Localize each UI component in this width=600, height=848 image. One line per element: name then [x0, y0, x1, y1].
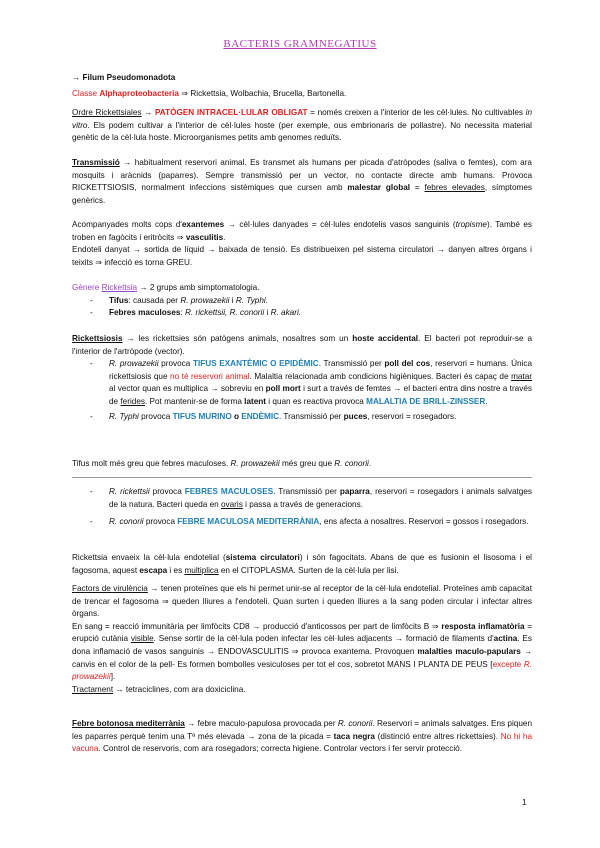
- list-item: - Tifus: causada per R. prowazekii i R. Typhi.: [72, 295, 532, 308]
- genus-line: Gènere Rickettsia → 2 grups amb simptomatologia.: [72, 283, 260, 292]
- invasion-paragraph: Rickettsia envaeix la cèl·lula endotelial (sistema circulatori) i són fagocitats. Abans de que es fusionin el lisosoma i el fagosoma, aquest escapa i es multiplica en el CITOPLASMA. Surten de la cèl·lula per lisi.: [72, 553, 532, 575]
- genus-section: [72, 282, 532, 320]
- list-item: - R. rickettsii provoca FEBRES MACULOSES. Transmissió per paparra, reservori = rosegadors i animals salvatges de la natura. Bacteri queda en ovaris i passa a través de generacions.: [72, 486, 532, 511]
- order-paragraph: Ordre Rickettsiales → PATÒGEN INTRACEL·LULAR OBLIGAT = només creixen a l'interior de les cèl·lules. No cultivables in vitro. Els podem cultivar a l'interior de cèl·lules hoste (per exemple, ous embrionaris de pollastre). No necessita material genètic de la cèl·lula hoste. Microorganismes petits amb genomes reduïts.: [72, 108, 532, 143]
- phylum-line: → Filum Pseudomonadota: [72, 73, 176, 82]
- list-item: - R. prowazekii provoca TIFUS EXANTÈMIC O EPIDÈMIC. Transmissió per poll del cos, reservori = humans. Única rickettsiosis que no té reservori animal. Malaltia relacionada amb condicions higièniques. Bacteri és capaç de matar al vector quan es multiplica → sobreviu en poll mort i surt a través de femtes → el bacteri entra dins nostre a través de ferides. Pot mantenir-se de forma latent i quan es reactiva provoca MALALTIA DE BRILL-ZINSSER.: [72, 358, 532, 408]
- list-item: - R. Typhi provoca TIFUS MURINO o ENDÈMIC. Transmissió per puces, reservori = rosegadors.: [72, 411, 532, 424]
- list-item: - Febres maculoses: R. rickettsii, R. conorii i R. akari.: [72, 307, 532, 320]
- transmission-paragraph: Transmissió → habitualment reservori animal. Es transmet als humans per picada d'atròpodes (saliva o femtes), com ara mosquits i aràcnids (paparres). Sempre transmissió per un vector, no contacte directe amb humans. Provoca RICKETTSIOSIS, normalment infeccions sistèmiques que cursen amb malestar global = febres elevades, símptomes genèrics.: [72, 158, 532, 205]
- typhus-list: [72, 358, 532, 424]
- divider: [72, 477, 532, 478]
- exanthem-paragraph: Acompanyades molts cops d'exantemes → cèl·lules danyades = cèl·lules endotelis vasos sanguinis (tropisme). També es troben en fagòcits i eritròcits ⇒ vasculitis. Endoteli danyat → sortida de líquid → baixada de tensió. Es distribueixen pel sistema circulatori → danyen altres òrgans i teixits ⇒ infecció es torna GREU.: [72, 220, 533, 267]
- typhus-comparison: Tifus molt més greu que febres maculoses. R. prowazekii més greu que R. conorii.: [72, 459, 372, 468]
- list-item: - R. conorii provoca FEBRE MACULOSA MEDITERRÀNIA, ens afecta a nosaltres. Reservori = gossos i rosegadors.: [72, 516, 532, 529]
- class-line: Classe Alphaproteobacteria ⇒ Rickettsia, Wolbachia, Brucella, Bartonella.: [72, 89, 347, 98]
- boutonneuse-paragraph: Febre botonosa mediterrània → febre maculo-papulosa provocada per R. conorii. Reservori = animals salvatges. Ens piquen les paparres perquè tenim una Tª més elevada → zona de la picada = taca negra (distinció entre altres rickettsies). No hi ha vacuna. Control de reservoris, com ara rosegadors; correcta higiene. Controlar vectors i fer servir protecció.: [72, 719, 532, 754]
- page-title: BACTERIS GRAMNEGATIUS: [223, 38, 377, 50]
- genus-list: [72, 295, 532, 320]
- spotted-fever-list: [72, 486, 532, 529]
- rickettsiosis-paragraph: Rickettsiosis → les rickettsies són patògens animals, nosaltres som un hoste accidental. El bacteri pot reproduir-se a l'interior de l'artròpode (vector).: [72, 334, 532, 356]
- virulence-paragraph: Factors de virulència → tenen proteïnes que els hi permet unir-se al receptor de la cèl·lula endotelial. Proteïnes amb capacitat de trencar el fagosoma ⇒ queden lliures a l'endoteli. Quan surten i queden lliures a la sang poden circular i infectar altres òrgans. En sang = reacció immunitària per limfòcits CD8 → producció d'anticossos per part de limfòcits B ⇒ resposta inflamatòria = erupció cutània visible. Sense sortir de la cèl·lula poden infectar les cèl·lules adjacents → formació de filaments d'actina. Es dona inflamació de vasos sanguinis → ENDOVASCULITIS ⇒ provoca exantema. Provoquen malalties maculo-papulars → canvis en el color de la pell- Es formen bombolles vesiculoses per tot el cos, sobretot MANS I PLANTA DE PEUS [excepte R. prowazekii]. Tractament → tetraciclines, com ara doxiciclina.: [72, 584, 533, 694]
- page-number: 1: [522, 797, 527, 807]
